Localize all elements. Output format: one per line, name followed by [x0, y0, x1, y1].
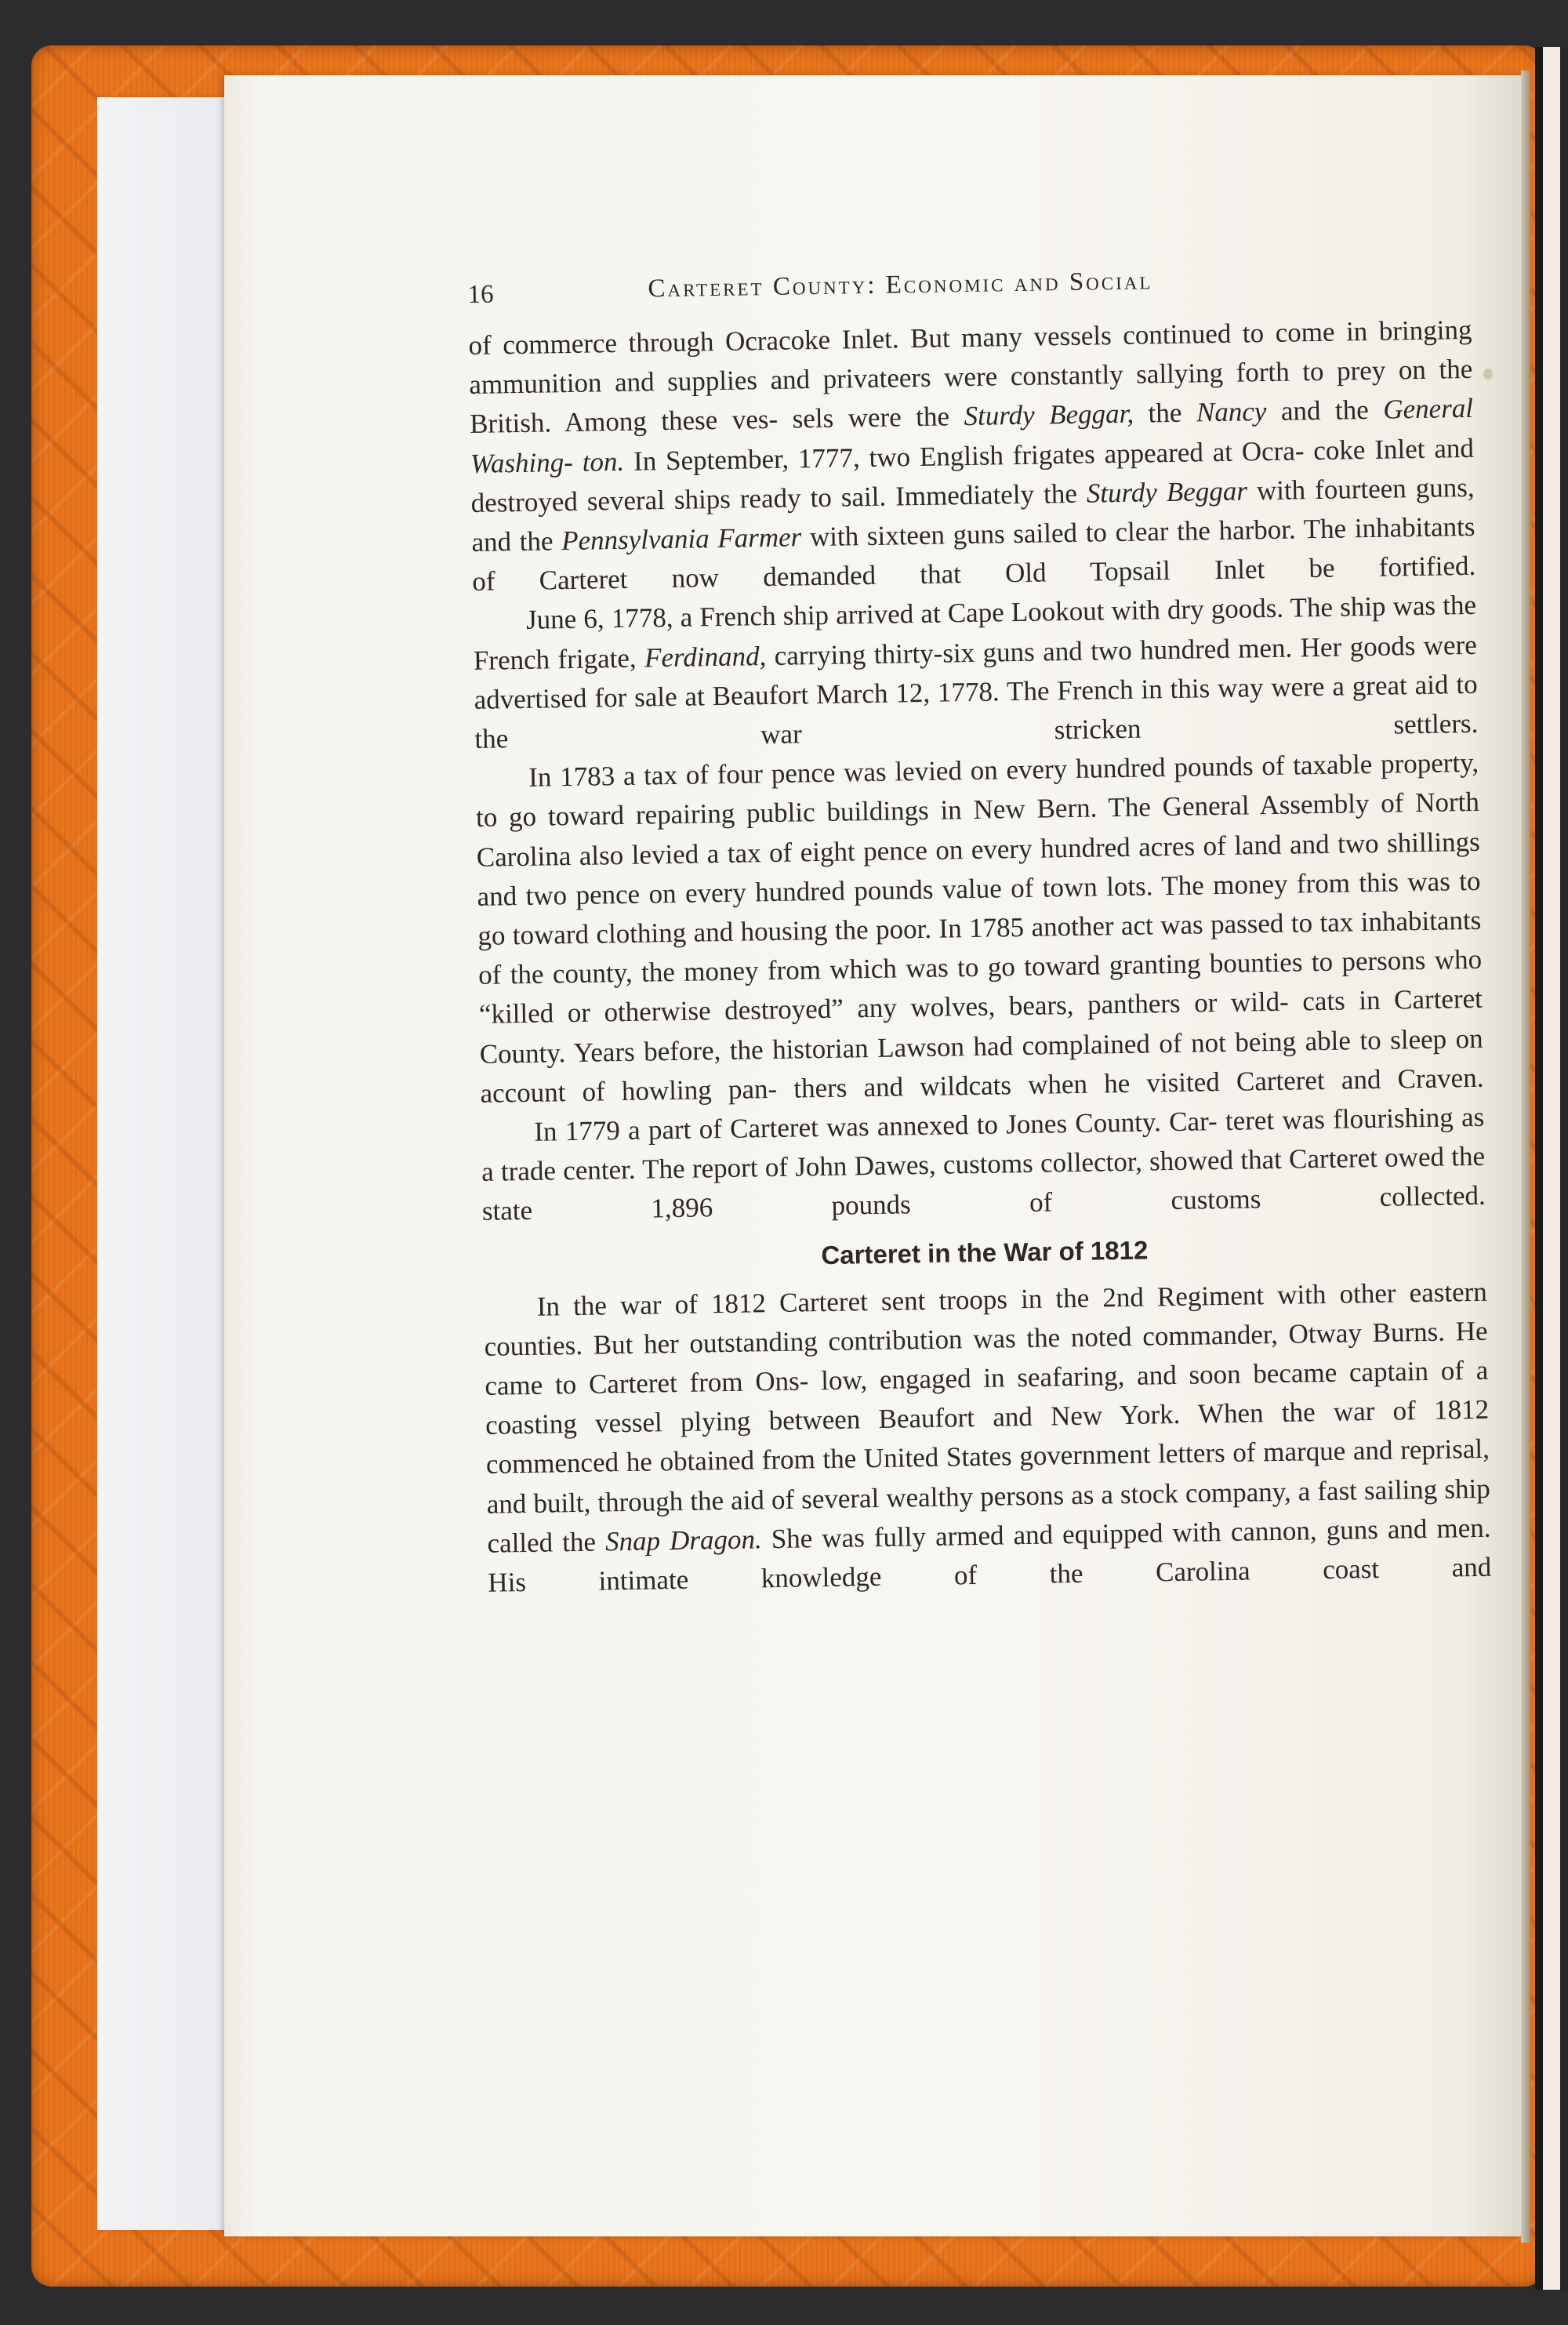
book-spine-edge	[1535, 47, 1568, 2290]
paragraph-2: June 6, 1778, a French ship arrived at Cape Lookout with dry goods. The ship was the French frigate, Ferdinand, carrying thirty-six guns and two hundred men. Her goods were advertised for sale at Beaufort March 12, 1778. The French in this way were a great aid to the war stricken settlers.	[473, 590, 1479, 754]
paragraph-1: of commerce through Ocracoke Inlet. But many vessels continued to come in bringing ammunition and supplies and privateers were constantly sallying forth to prey on the British. Among these ves- sels were the Sturdy Beggar, the Nancy and the General Washing- ton. In September, 1777, two English frigates appeared at Ocra- coke Inlet and destroyed several ships ready to sail. Immediately the Sturdy Beggar with fourteen guns, and the Pennsylvania Farmer with sixteen guns sailed to clear the harbor. The inhabitants of Carteret now demanded that Old Topsail Inlet be fortified.	[468, 314, 1476, 598]
paragraph-4: In 1779 a part of Carteret was annexed to Jones County. Car- teret was flourishing as a trade center. The report of John Dawes, customs collector, showed that Carteret owed the state 1,896 pounds of customs collected.	[481, 1101, 1486, 1227]
page-gutter	[1521, 71, 1530, 2243]
blank-flyleaf	[97, 97, 235, 2230]
page-number: 16	[467, 280, 494, 309]
running-head: Carteret County: Economic and Social	[648, 267, 1153, 303]
section-title: Carteret in the War of 1812	[821, 1235, 1149, 1270]
paragraph-5: In the war of 1812 Carteret sent troops in the 2nd Regiment with other eastern counties. But her outstanding contribution was the noted commander, Otway Burns. He came to Carteret from Ons- low, engaged in seafaring, and soon became captain of a coasting vessel plying between Beaufort and New York. When the war of 1812 commenced he obtained from the United States government letters of marque and reprisal, and built, through the aid of several wealthy persons as a stock company, a fast sailing ship called the Snap Dragon. She was fully armed and equipped with cannon, guns and men. His intimate knowledge of the Carolina coast and	[484, 1276, 1492, 1598]
paper-speck	[1483, 369, 1493, 380]
page-text-block	[467, 251, 1492, 1603]
paragraph-3: In 1783 a tax of four pence was levied on every hundred pounds of taxable property, to go toward repairing public buildings in New Bern. The General Assembly of North Carolina also levied a tax of eight pence on every hundred acres of land and two shillings and two pence on every hundred pounds value of town lots. The money from this was to go toward clothing and housing the poor. In 1785 another act was passed to tax inhabitants of the county, the money from which was to go toward granting bounties to persons who “killed or otherwise destroyed” any wolves, bears, panthers or wild- cats in Carteret County. Years before, the historian Lawson had complained of not being able to sleep on account of howling pan- thers and wildcats when he visited Carteret and Craven.	[475, 747, 1484, 1109]
